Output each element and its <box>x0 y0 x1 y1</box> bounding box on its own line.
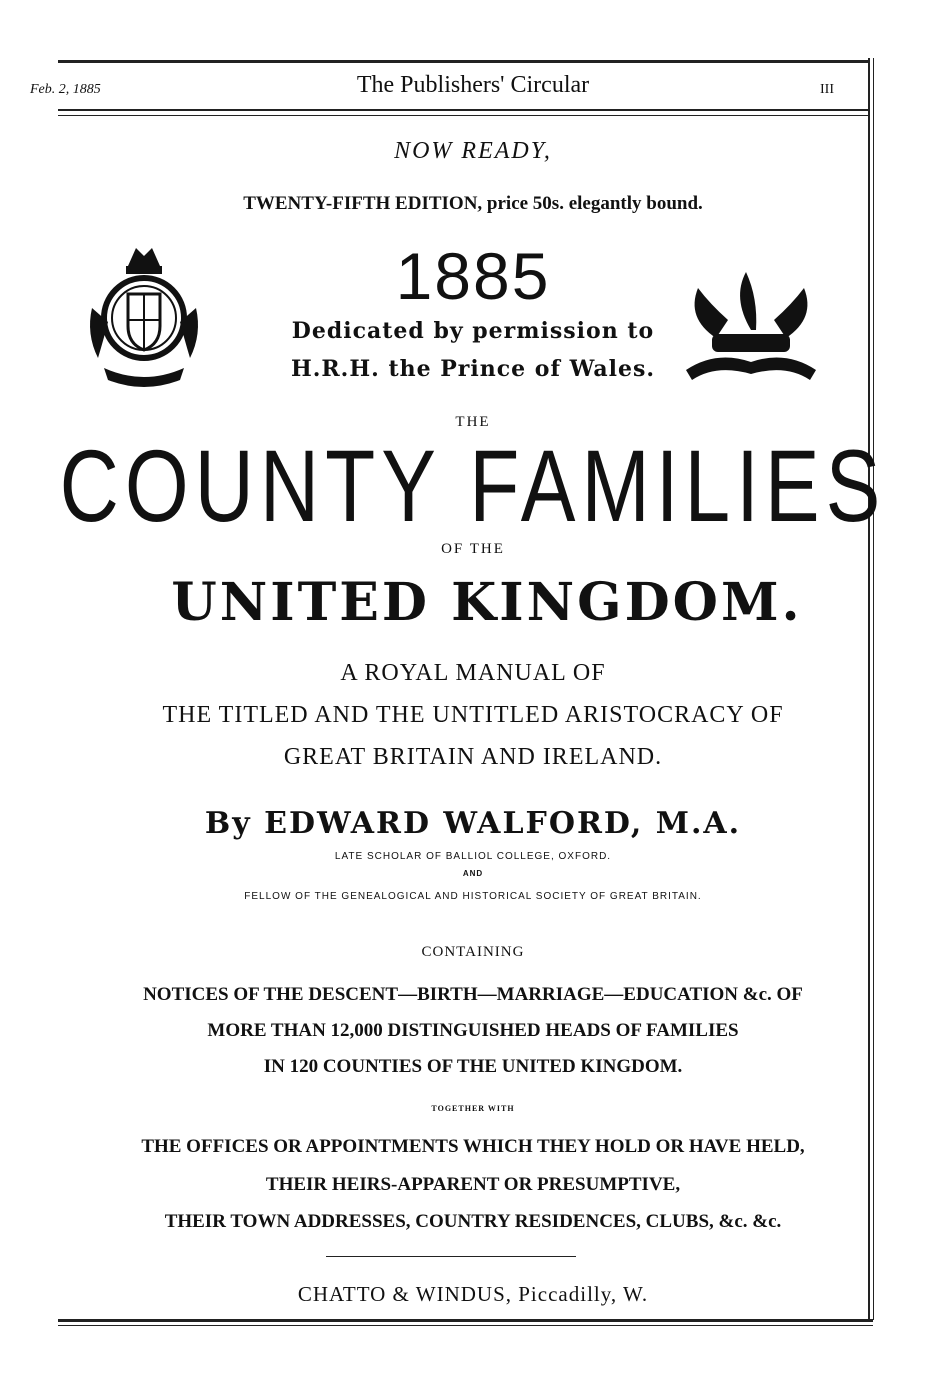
header-rule-thin <box>58 115 868 116</box>
main-title-text: COUNTY FAMILIES <box>59 429 887 544</box>
header-page-number: III <box>820 82 834 97</box>
contents-line-3: IN 120 COUNTIES OF THE UNITED KINGDOM. <box>263 1056 683 1077</box>
publisher-imprint: CHATTO & WINDUS, Piccadilly, W. <box>297 1282 649 1306</box>
contents-heading: CONTAINING <box>421 944 525 960</box>
prince-of-wales-feathers-icon <box>676 268 826 388</box>
dedication-line-2: H.R.H. the Prince of Wales. <box>290 356 656 382</box>
contents-together: TOGETHER WITH <box>431 1104 515 1113</box>
header-date: Feb. 2, 1885 <box>30 82 101 97</box>
author-credential-1: LATE SCHOLAR OF BALLIOL COLLEGE, OXFORD. <box>334 851 612 862</box>
description-line-3: GREAT BRITAIN AND IRELAND. <box>283 744 663 770</box>
contents-line-2: MORE THAN 12,000 DISTINGUISHED HEADS OF FAMILIES <box>207 1020 739 1041</box>
contents-line-4: THE OFFICES OR APPOINTMENTS WHICH THEY HOLD OR HAVE HELD, <box>141 1136 805 1157</box>
bottom-border-rule <box>58 1319 873 1322</box>
imprint-divider <box>326 1256 576 1257</box>
of-the-label: OF THE <box>441 541 505 557</box>
edition-line: TWENTY-FIFTH EDITION, price 50s. elegantly bound. <box>243 193 703 214</box>
contents-line-6: THEIR TOWN ADDRESSES, COUNTRY RESIDENCES, CLUBS, &c. &c. <box>164 1211 782 1232</box>
author-and: AND <box>462 869 484 878</box>
header-rule-thick <box>58 109 868 111</box>
main-title <box>0 429 946 544</box>
edition-year: 1885 <box>395 239 551 313</box>
author-byline: By EDWARD WALFORD, M.A. <box>204 806 742 841</box>
dedication-line-1: Dedicated by permission to <box>291 318 655 344</box>
author-credential-2: FELLOW OF THE GENEALOGICAL AND HISTORICAL SOCIETY OF GREAT BRITAIN. <box>244 891 702 902</box>
contents-line-1: NOTICES OF THE DESCENT—BIRTH—MARRIAGE—EDUCATION &c. OF <box>143 984 803 1005</box>
bottom-border-rule-thin <box>58 1325 873 1326</box>
description-line-2: THE TITLED AND THE UNTITLED ARISTOCRACY OF <box>162 702 784 728</box>
contents-line-5: THEIR HEIRS-APPARENT OR PRESUMPTIVE, <box>265 1174 681 1195</box>
top-border-rule <box>58 60 868 63</box>
subtitle: UNITED KINGDOM. <box>171 572 803 633</box>
now-ready: NOW READY, <box>394 138 552 164</box>
header-title: The Publishers' Circular <box>356 72 590 98</box>
the-label: THE <box>455 414 491 430</box>
description-line-1: A ROYAL MANUAL OF <box>340 660 606 686</box>
